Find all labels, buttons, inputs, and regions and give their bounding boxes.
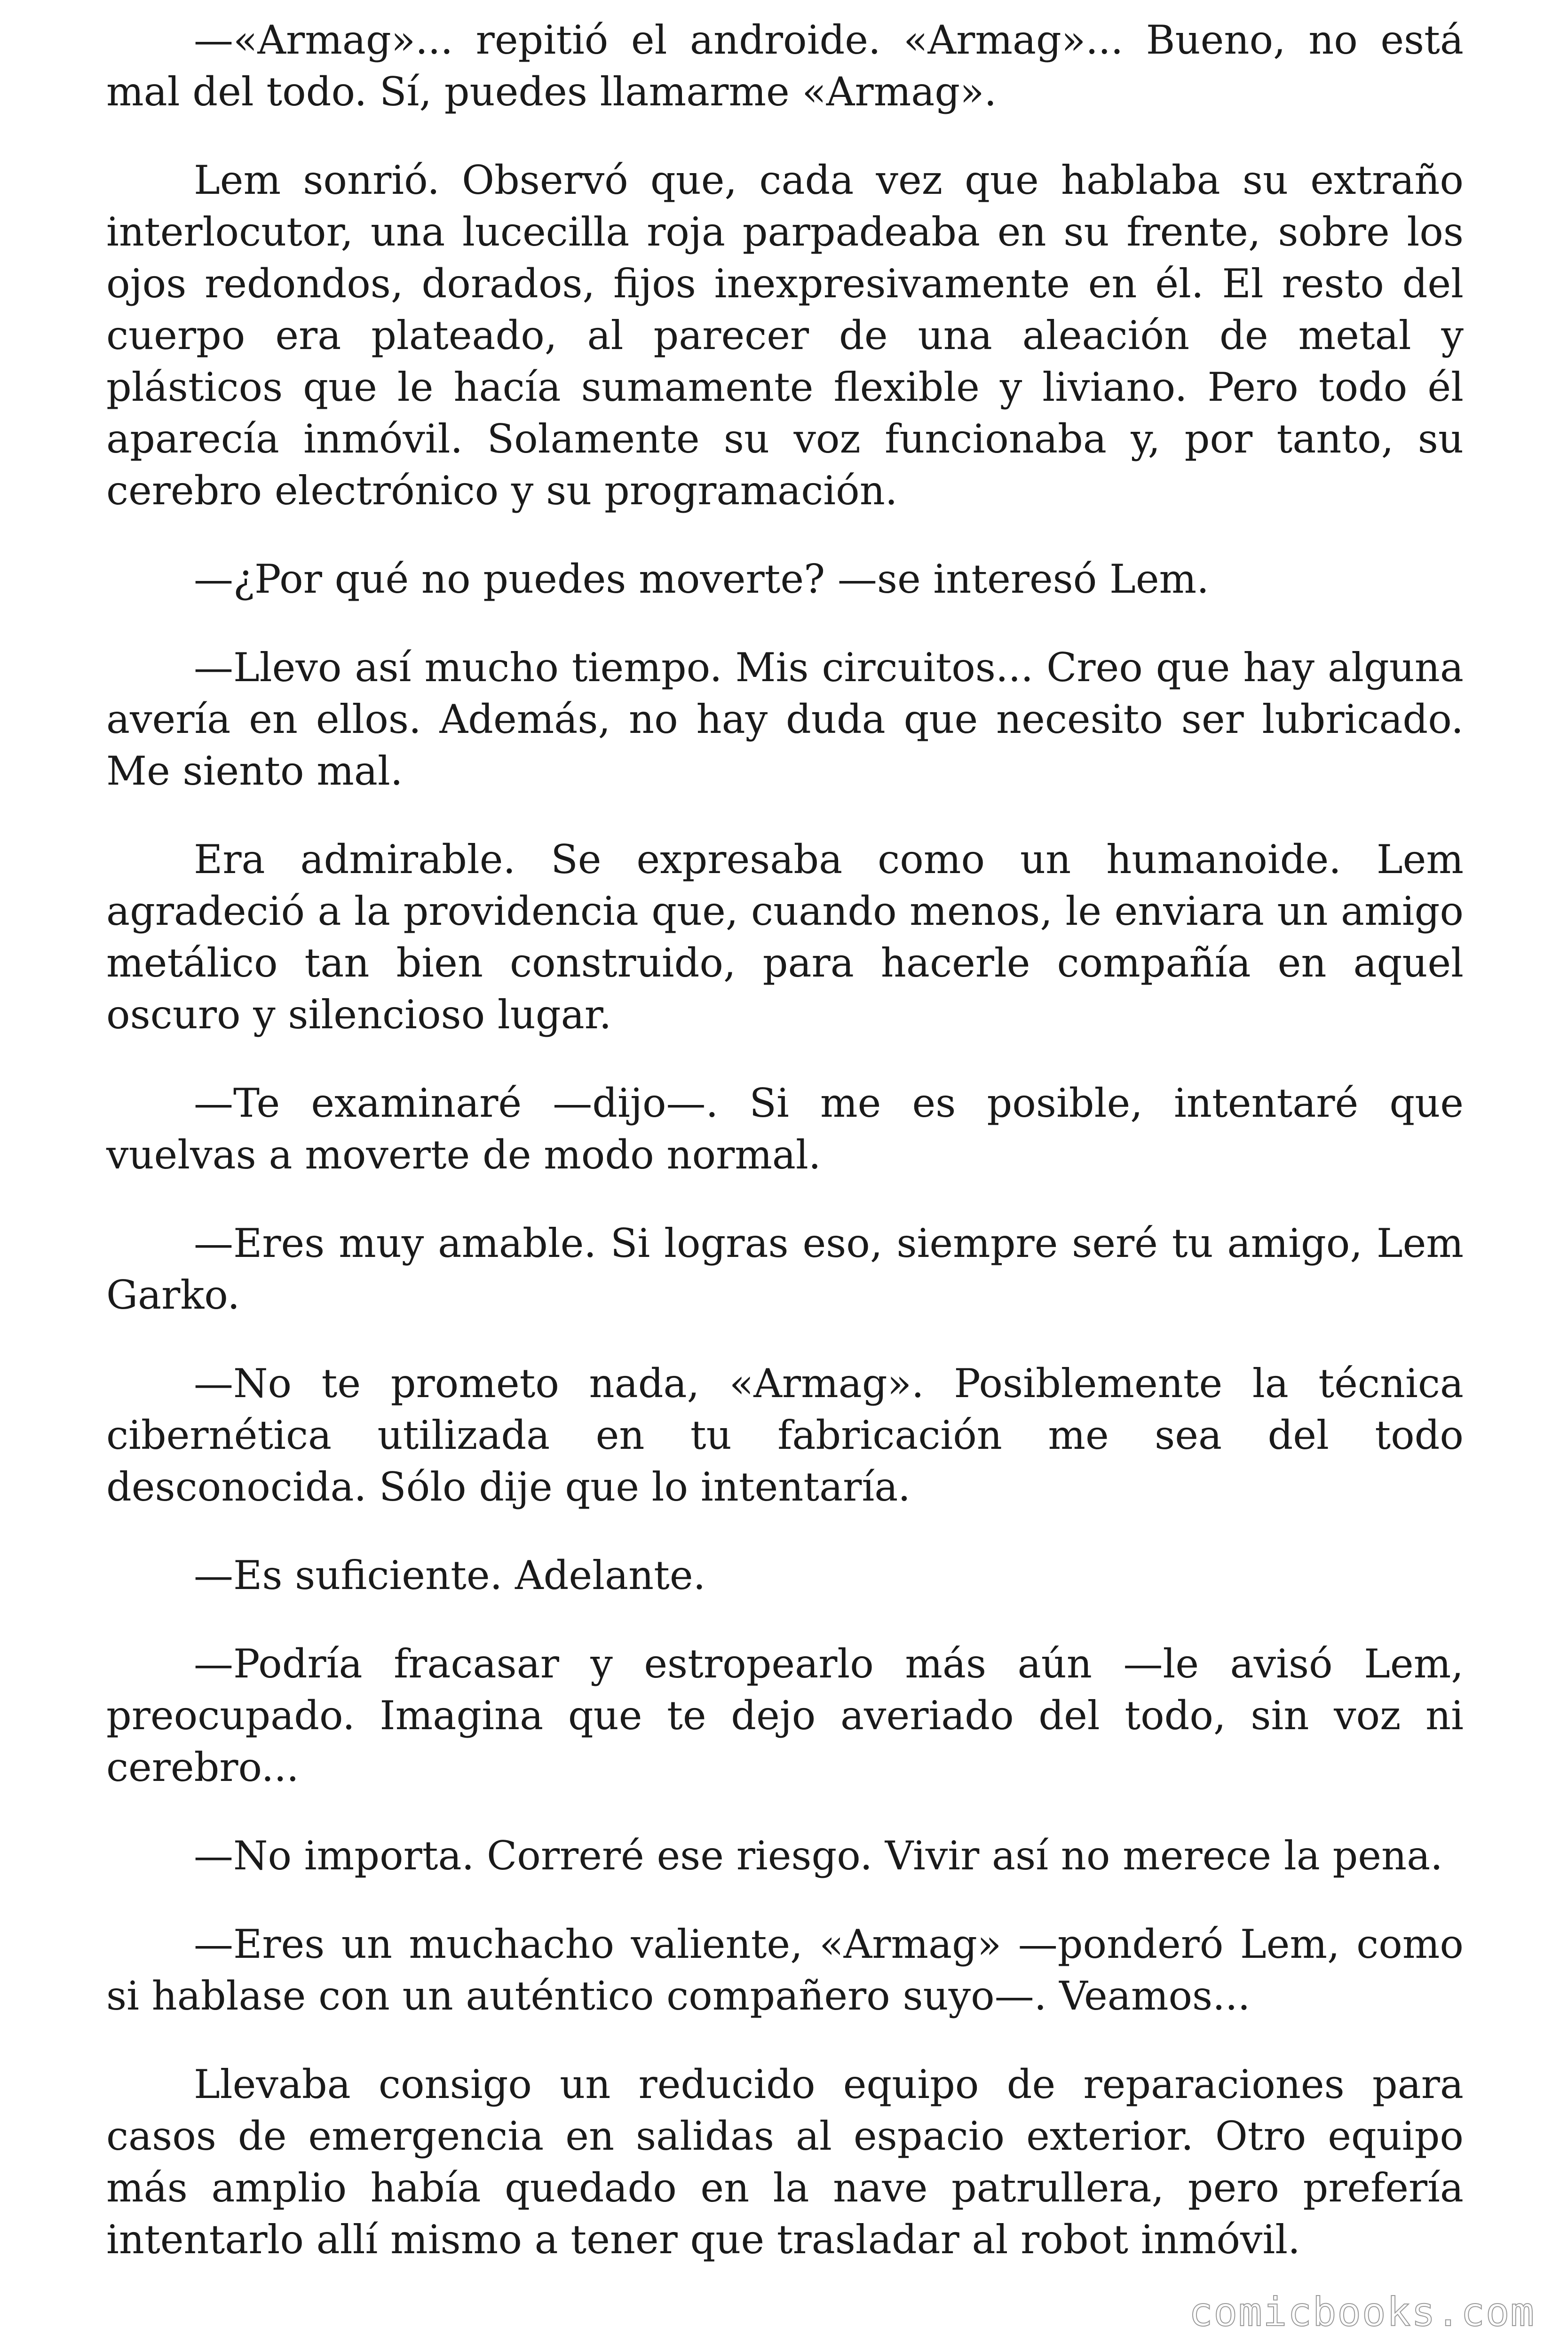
paragraph-10: —Podría fracasar y estropearlo más aún —le avisó Lem, preocupado. Imagina que te dejo averiado del todo, sin voz ni cerebro... [106,1641,1464,1790]
paragraph-3: —¿Por qué no puedes moverte? —se interesó Lem. [194,556,1209,602]
paragraph-7: —Eres muy amable. Si logras eso, siempre seré tu amigo, Lem Garko. [106,1220,1464,1318]
paragraph-4: —Llevo así mucho tiempo. Mis circuitos... Creo que hay alguna avería en ellos. Además, no hay duda que necesito ser lubricado. Me siento mal. [106,644,1464,794]
paragraph-8: —No te prometo nada, «Armag». Posiblemente la técnica cibernética utilizada en tu fabricación me sea del todo desconocida. Sólo dije que lo intentaría. [106,1360,1464,1510]
paragraph-12: —Eres un muchacho valiente, «Armag» —ponderó Lem, como si hablase con un auténtico compañero suyo—. Veamos... [106,1921,1464,2019]
paragraph-5: Era admirable. Se expresaba como un humanoide. Lem agradeció a la providencia que, cuando menos, le enviara un amigo metálico tan bien construido, para hacerle compañía en aquel oscuro y silencioso lugar. [106,836,1464,1038]
paragraph-9: —Es suficiente. Adelante. [194,1552,706,1598]
paragraph-1: —«Armag»... repitió el androide. «Armag»... Bueno, no está mal del todo. Sí, puedes llamarme «Armag». [106,17,1464,115]
page-body [106,14,1464,2302]
watermark: comicbooks.com [1188,2289,1535,2335]
paragraph-2: Lem sonrió. Observó que, cada vez que hablaba su extraño interlocutor, una lucecilla roja parpadeaba en su frente, sobre los ojos redondos, dorados, fijos inexpresivamente en él. El resto del cuerpo era plateado, al parecer de una aleación de metal y plásticos que le hacía sumamente flexible y liviano. Pero todo él aparecía inmóvil. Solamente su voz funcionaba y, por tanto, su cerebro electrónico y su programación. [106,157,1464,514]
paragraph-6: —Te examinaré —dijo—. Si me es posible, intentaré que vuelvas a moverte de modo normal. [106,1080,1464,1178]
paragraph-13: Llevaba consigo un reducido equipo de reparaciones para casos de emergencia en salidas al espacio exterior. Otro equipo más amplio había quedado en la nave patrullera, pero prefería intentarlo allí mismo a tener que trasladar al robot inmóvil. [106,2061,1464,2263]
paragraph-11: —No importa. Correré ese riesgo. Vivir así no merece la pena. [194,1833,1443,1879]
